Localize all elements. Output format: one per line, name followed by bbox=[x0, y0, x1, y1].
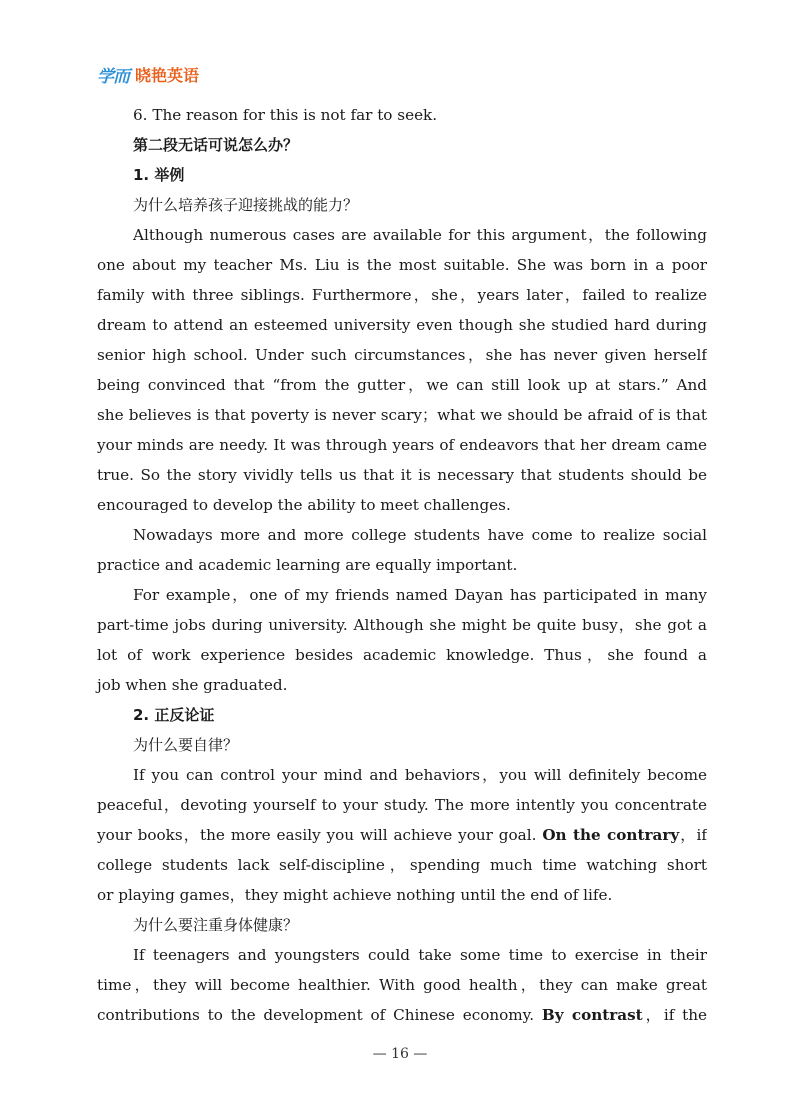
bold-phrase: On the contrary bbox=[542, 826, 680, 844]
text-line: 6. The reason for this is not far to seek. bbox=[133, 106, 438, 124]
text-line: Nowadays more and more college students have come to realize social bbox=[133, 526, 707, 544]
text-line: being convinced that “from the gutter，we can still look up at stars.” And bbox=[97, 376, 707, 394]
question-line: 为什么培养孩子迎接挑战的能力？ bbox=[133, 196, 359, 214]
brand-logo bbox=[97, 62, 199, 87]
text-line: senior high school. Under such circumstances，she has never given herself bbox=[97, 346, 707, 364]
text-line: Although numerous cases are available for this argument，the following bbox=[133, 226, 707, 244]
question-line: 为什么要自律？ bbox=[133, 736, 239, 754]
text-line: peaceful，devoting yourself to your study. The more intently you concentrate bbox=[97, 796, 707, 814]
text-line: college students lack self-discipline，spending much time watching short bbox=[97, 856, 707, 874]
text-line: or playing games，they might achieve nothing until the end of life. bbox=[97, 886, 613, 904]
question-line: 为什么要注重身体健康？ bbox=[133, 916, 299, 934]
text-line: time，they will become healthier. With good health，they can make great bbox=[97, 976, 707, 994]
text-line: family with three siblings. Furthermore，she，years later，failed to realize bbox=[97, 286, 707, 304]
text-line: part-time jobs during university. Although she might be quite busy，she got a bbox=[97, 616, 707, 634]
text-line bbox=[97, 1000, 707, 1030]
text-segment: ，if the bbox=[642, 1006, 707, 1024]
text-line: If teenagers and youngsters could take some time to exercise in their bbox=[133, 946, 707, 964]
text-line: one about my teacher Ms. Liu is the most suitable. She was born in a poor bbox=[97, 256, 707, 274]
text-line: your minds are needy. It was through years of endeavors that her dream came bbox=[97, 436, 707, 454]
section-heading: 第二段无话可说怎么办？ bbox=[133, 136, 299, 154]
text-line: true. So the story vividly tells us that it is necessary that students should be bbox=[97, 466, 707, 484]
text-line: If you can control your mind and behaviors，you will definitely become bbox=[133, 766, 707, 784]
text-line: job when she graduated. bbox=[97, 676, 288, 694]
text-line: For example，one of my friends named Dayan has participated in many bbox=[133, 586, 707, 604]
subsection-heading: 1. 举例 bbox=[133, 166, 185, 184]
subsection-heading: 2. 正反论证 bbox=[133, 706, 215, 724]
text-segment: contributions to the development of Chinese economy. bbox=[97, 1006, 535, 1024]
logo-text: 晓艳英语 bbox=[135, 66, 200, 85]
text-segment: your books，the more easily you will achieve your goal. bbox=[97, 826, 537, 844]
text-line bbox=[97, 820, 707, 850]
text-line: encouraged to develop the ability to meet challenges. bbox=[97, 496, 511, 514]
text-line: dream to attend an esteemed university even though she studied hard during bbox=[97, 316, 707, 334]
document-body bbox=[97, 100, 707, 1030]
bold-phrase: By contrast bbox=[541, 1006, 643, 1024]
text-line: practice and academic learning are equally important. bbox=[97, 556, 518, 574]
text-segment: ，if bbox=[679, 826, 707, 844]
page-number: — 16 — bbox=[372, 1046, 428, 1062]
logo-mark: 学而 bbox=[97, 67, 129, 87]
text-line: she believes is that poverty is never scary；what we should be afraid of is that bbox=[97, 406, 707, 424]
text-line: lot of work experience besides academic knowledge. Thus，she found a bbox=[97, 646, 707, 664]
